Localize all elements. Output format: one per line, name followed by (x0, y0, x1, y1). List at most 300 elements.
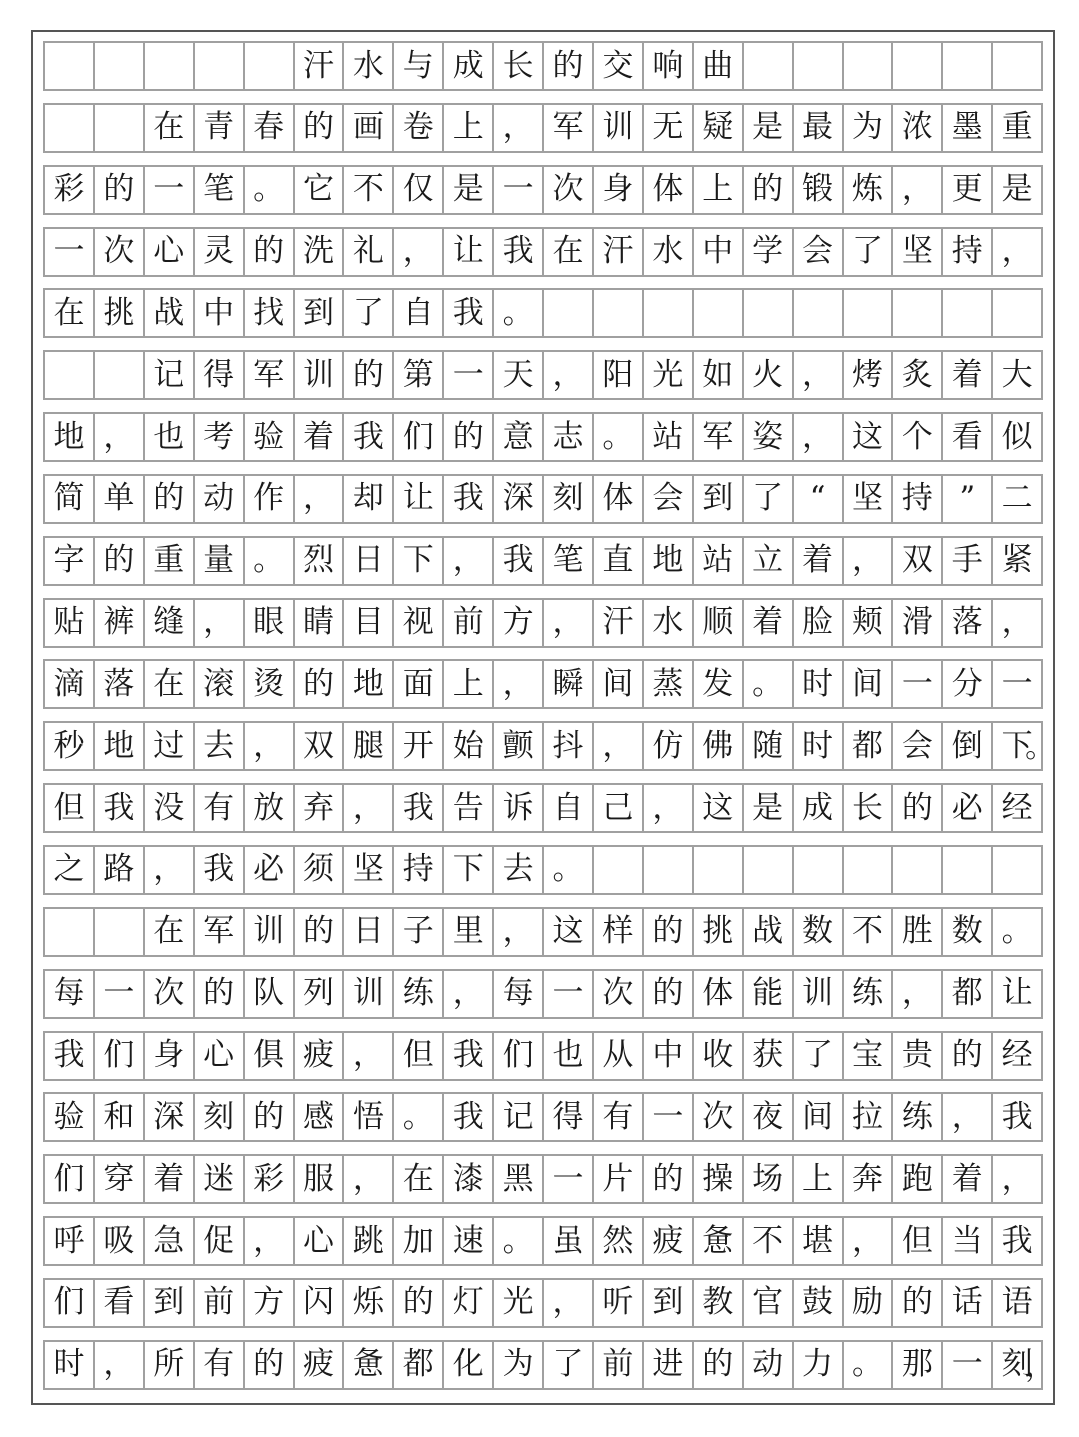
char: 紧 (1001, 542, 1033, 579)
grid-cell (444, 538, 494, 584)
punctuation: 。 (602, 418, 634, 455)
char: 那 (901, 1346, 933, 1383)
grid-cell (993, 105, 1043, 151)
char: 战 (153, 294, 185, 331)
char: 时 (802, 727, 834, 764)
grid-cell (195, 414, 245, 460)
grid-cell (744, 909, 794, 955)
grid-cell (594, 290, 644, 336)
text-row (43, 165, 1043, 215)
char: 深 (502, 480, 534, 517)
char: 烁 (352, 1284, 384, 1321)
char: 姿 (752, 418, 784, 455)
char: 加 (402, 1222, 434, 1259)
grid-cell (145, 1033, 195, 1079)
grid-cell (694, 1033, 744, 1079)
char: 心 (302, 1222, 334, 1259)
grid-cell (394, 352, 444, 398)
char: 虽 (552, 1222, 584, 1259)
grid-cell (694, 1094, 744, 1140)
char: 穿 (103, 1160, 135, 1197)
grid-cell (544, 971, 594, 1017)
grid-cell (943, 414, 993, 460)
char: 听 (602, 1284, 634, 1321)
char: 了 (752, 480, 784, 517)
char: 们 (402, 418, 434, 455)
grid-cell (444, 600, 494, 646)
char: 在 (402, 1160, 434, 1197)
char: 迷 (203, 1160, 235, 1197)
char: 自 (552, 789, 584, 826)
grid-cell (744, 167, 794, 213)
char: 无 (652, 109, 684, 146)
char: 军 (702, 418, 734, 455)
char: 分 (951, 665, 983, 702)
grid-cell (844, 1342, 894, 1388)
grid-cell (794, 538, 844, 584)
grid-cell (245, 1342, 295, 1388)
char: 着 (951, 356, 983, 393)
char: 路 (103, 851, 135, 888)
grid-cell (45, 1218, 95, 1264)
char: 也 (552, 1037, 584, 1073)
char: 悟 (352, 1098, 384, 1135)
grid-cell (744, 600, 794, 646)
grid-cell (45, 1342, 95, 1388)
char: 汗 (602, 233, 634, 270)
char: 这 (851, 418, 883, 455)
grid-cell (394, 909, 444, 955)
grid-cell (394, 1156, 444, 1202)
char: 训 (802, 975, 834, 1012)
grid-cell (494, 661, 544, 707)
char: 中 (652, 1037, 684, 1073)
grid-cell (644, 1094, 694, 1140)
punctuation: ， (352, 1037, 384, 1073)
grid-cell (544, 600, 594, 646)
punctuation: ， (602, 727, 634, 764)
grid-cell (893, 847, 943, 893)
grid-cell (893, 785, 943, 831)
grid-cell (45, 43, 95, 89)
text-row (43, 1340, 1056, 1390)
char: 每 (53, 975, 85, 1012)
grid-cell (95, 1094, 145, 1140)
grid-cell (245, 352, 295, 398)
grid-cell (344, 971, 394, 1017)
char: 操 (702, 1160, 734, 1197)
overflow-punctuation: ， (1025, 1348, 1056, 1384)
grid-cell (95, 600, 145, 646)
char: 顺 (702, 604, 734, 641)
punctuation: ， (901, 975, 933, 1012)
char: 每 (502, 975, 534, 1012)
grid-cell (644, 414, 694, 460)
char: 训 (602, 109, 634, 146)
char: 灵 (203, 233, 235, 270)
grid-cell (245, 1156, 295, 1202)
grid-cell (444, 167, 494, 213)
grid-cell (544, 1342, 594, 1388)
char: 的 (302, 665, 334, 702)
char: 我 (452, 1098, 484, 1135)
punctuation: ， (851, 1222, 883, 1259)
char: 佛 (702, 727, 734, 764)
char: 们 (103, 1037, 135, 1073)
grid-cell (893, 909, 943, 955)
char: 中 (203, 294, 235, 331)
char: 练 (901, 1098, 933, 1135)
grid-cell (644, 785, 694, 831)
char: 滑 (901, 604, 933, 641)
grid-cell (694, 1280, 744, 1326)
grid-cell (195, 1033, 245, 1079)
grid-cell (993, 229, 1043, 275)
char: 身 (153, 1037, 185, 1073)
char: 之 (53, 851, 85, 888)
grid-cell (644, 290, 694, 336)
char: 必 (253, 851, 285, 888)
punctuation: 。 (851, 1346, 883, 1383)
grid-cell (544, 785, 594, 831)
char: 似 (1001, 418, 1033, 455)
grid-cell (694, 476, 744, 522)
grid-cell (295, 352, 345, 398)
char: 坚 (352, 851, 384, 888)
grid-cell (145, 538, 195, 584)
char: 如 (702, 356, 734, 393)
text-row (43, 536, 1043, 586)
grid-cell (544, 476, 594, 522)
grid-cell (943, 785, 993, 831)
grid-cell (95, 971, 145, 1017)
grid-cell (594, 229, 644, 275)
grid-cell (295, 661, 345, 707)
char: 这 (552, 913, 584, 950)
grid-cell (594, 1156, 644, 1202)
grid-cell (544, 661, 594, 707)
grid-cell (694, 1218, 744, 1264)
char: 急 (153, 1222, 185, 1259)
grid-cell (195, 600, 245, 646)
grid-cell (594, 1033, 644, 1079)
grid-cell (245, 1280, 295, 1326)
grid-cell (544, 414, 594, 460)
grid-cell (245, 290, 295, 336)
char: 的 (951, 1037, 983, 1073)
grid-cell (494, 476, 544, 522)
char: 在 (153, 665, 185, 702)
grid-cell (444, 105, 494, 151)
char: 但 (402, 1037, 434, 1073)
char: 自 (402, 294, 434, 331)
grid-cell (644, 167, 694, 213)
char: 一 (502, 171, 534, 208)
grid-cell (45, 167, 95, 213)
grid-cell (594, 167, 644, 213)
char: 疲 (302, 1037, 334, 1073)
text-row (43, 1092, 1043, 1142)
grid-cell (893, 414, 943, 460)
grid-cell (494, 723, 544, 769)
char: 的 (901, 789, 933, 826)
grid-cell (95, 1033, 145, 1079)
grid-cell (844, 476, 894, 522)
char: 有 (203, 1346, 235, 1383)
char: 跑 (901, 1160, 933, 1197)
grid-cell (245, 971, 295, 1017)
grid-cell (993, 1033, 1043, 1079)
grid-cell (245, 847, 295, 893)
grid-cell (444, 476, 494, 522)
char: 一 (552, 1160, 584, 1197)
char: 水 (652, 233, 684, 270)
grid-cell (45, 1156, 95, 1202)
char: 随 (752, 727, 784, 764)
grid-cell (794, 847, 844, 893)
grid-cell (844, 229, 894, 275)
grid-cell (993, 167, 1043, 213)
grid-cell (794, 105, 844, 151)
char: 服 (302, 1160, 334, 1197)
grid-cell (95, 847, 145, 893)
grid-cell (494, 785, 544, 831)
grid-cell (394, 661, 444, 707)
grid-cell (893, 1033, 943, 1079)
grid-cell (844, 538, 894, 584)
char: 重 (153, 542, 185, 579)
char: 间 (802, 1098, 834, 1135)
grid-cell (694, 414, 744, 460)
grid-cell (195, 167, 245, 213)
grid-cell (544, 1280, 594, 1326)
grid-cell (794, 909, 844, 955)
grid-cell (195, 476, 245, 522)
char: 一 (452, 356, 484, 393)
grid-cell (644, 43, 694, 89)
grid-cell (544, 847, 594, 893)
grid-cell (295, 1033, 345, 1079)
grid-cell (893, 105, 943, 151)
char: 的 (652, 975, 684, 1012)
char: 下 (452, 851, 484, 888)
grid-cell (544, 1218, 594, 1264)
grid-cell (394, 43, 444, 89)
char: 的 (752, 171, 784, 208)
grid-cell (644, 723, 694, 769)
grid-cell (694, 1342, 744, 1388)
grid-cell (494, 105, 544, 151)
grid-cell (45, 1094, 95, 1140)
grid-cell (794, 290, 844, 336)
char: 志 (552, 418, 584, 455)
char: 腿 (352, 727, 384, 764)
grid-cell (344, 43, 394, 89)
char: 数 (951, 913, 983, 950)
text-row (43, 412, 1043, 462)
char: 吸 (103, 1222, 135, 1259)
char: 仿 (652, 727, 684, 764)
grid-cell (295, 1280, 345, 1326)
char: 日 (352, 542, 384, 579)
char: 第 (402, 356, 434, 393)
grid-cell (45, 723, 95, 769)
grid-cell (844, 723, 894, 769)
char: 呼 (53, 1222, 85, 1259)
char: 所 (153, 1346, 185, 1383)
char: 的 (402, 1284, 434, 1321)
char: 的 (253, 233, 285, 270)
char: 浓 (901, 109, 933, 146)
grid-cell (444, 723, 494, 769)
grid-cell (145, 1156, 195, 1202)
grid-cell (794, 1342, 844, 1388)
grid-cell (95, 476, 145, 522)
char: 次 (153, 975, 185, 1012)
grid-cell (744, 847, 794, 893)
char: 到 (702, 480, 734, 517)
char: 炼 (851, 171, 883, 208)
grid-cell (444, 43, 494, 89)
char: 进 (652, 1346, 684, 1383)
punctuation: ， (552, 356, 584, 393)
punctuation: ， (302, 480, 334, 517)
grid-cell (394, 414, 444, 460)
grid-cell (844, 600, 894, 646)
char: 次 (552, 171, 584, 208)
char: 曲 (702, 47, 734, 84)
grid-cell (494, 414, 544, 460)
text-row (43, 907, 1043, 957)
grid-cell (145, 352, 195, 398)
grid-cell (893, 43, 943, 89)
char: 墨 (951, 109, 983, 146)
char: 深 (153, 1098, 185, 1135)
grid-cell (544, 229, 594, 275)
char: 个 (901, 418, 933, 455)
char: 卷 (402, 109, 434, 146)
grid-cell (394, 1342, 444, 1388)
grid-cell (344, 352, 394, 398)
char: 疑 (702, 109, 734, 146)
char: 刻 (1001, 1346, 1033, 1383)
grid-cell (245, 1033, 295, 1079)
char: 闪 (302, 1284, 334, 1321)
char: 己 (602, 789, 634, 826)
char: 我 (53, 1037, 85, 1073)
grid-cell (95, 1156, 145, 1202)
grid-cell (943, 1342, 993, 1388)
grid-cell (594, 476, 644, 522)
char: 间 (851, 665, 883, 702)
punctuation: ， (802, 418, 834, 455)
char: 有 (203, 789, 235, 826)
grid-cell (444, 1280, 494, 1326)
char: 一 (53, 233, 85, 270)
char: 让 (452, 233, 484, 270)
grid-cell (245, 600, 295, 646)
char: 地 (352, 665, 384, 702)
punctuation: ， (1001, 233, 1033, 270)
char: 必 (951, 789, 983, 826)
char: 仅 (402, 171, 434, 208)
char: 我 (502, 542, 534, 579)
grid-cell (295, 1156, 345, 1202)
char: 直 (602, 542, 634, 579)
char: 军 (552, 109, 584, 146)
grid-cell (694, 847, 744, 893)
char: 跳 (352, 1222, 384, 1259)
char: 的 (302, 913, 334, 950)
grid-cell (394, 538, 444, 584)
grid-cell (943, 290, 993, 336)
grid-cell (394, 1033, 444, 1079)
grid-cell (943, 600, 993, 646)
grid-cell (394, 785, 444, 831)
char: 地 (53, 418, 85, 455)
char: 倒 (951, 727, 983, 764)
grid-cell (644, 105, 694, 151)
grid-cell (444, 971, 494, 1017)
grid-cell (594, 909, 644, 955)
grid-cell (145, 414, 195, 460)
char: 样 (602, 913, 634, 950)
grid-cell (245, 414, 295, 460)
grid-cell (993, 1094, 1043, 1140)
punctuation: ， (552, 604, 584, 641)
char: 双 (901, 542, 933, 579)
grid-cell (744, 1342, 794, 1388)
char: 诉 (502, 789, 534, 826)
char: 一 (652, 1098, 684, 1135)
char: 量 (203, 542, 235, 579)
grid-cell (694, 661, 744, 707)
punctuation: ， (153, 851, 185, 888)
grid-cell (145, 229, 195, 275)
char: 青 (203, 109, 235, 146)
char: 战 (752, 913, 784, 950)
char: 是 (752, 789, 784, 826)
char: 没 (153, 789, 185, 826)
title-row (43, 41, 1043, 91)
char: 不 (851, 913, 883, 950)
grid-cell (394, 1218, 444, 1264)
grid-cell (45, 1033, 95, 1079)
grid-cell (694, 43, 744, 89)
grid-cell (794, 229, 844, 275)
grid-cell (794, 43, 844, 89)
grid-cell (295, 847, 345, 893)
char: 笔 (552, 542, 584, 579)
char: 面 (402, 665, 434, 702)
char: 我 (352, 418, 384, 455)
grid-cell (145, 43, 195, 89)
char: 疲 (302, 1346, 334, 1383)
grid-cell (195, 1280, 245, 1326)
punctuation: ， (103, 1346, 135, 1383)
grid-cell (594, 661, 644, 707)
grid-cell (594, 105, 644, 151)
text-row (43, 474, 1043, 524)
char: 到 (302, 294, 334, 331)
grid-cell (544, 43, 594, 89)
char: 时 (802, 665, 834, 702)
char: 然 (602, 1222, 634, 1259)
grid-cell (644, 1156, 694, 1202)
char: 上 (702, 171, 734, 208)
grid-cell (844, 1033, 894, 1079)
grid-cell (993, 290, 1043, 336)
